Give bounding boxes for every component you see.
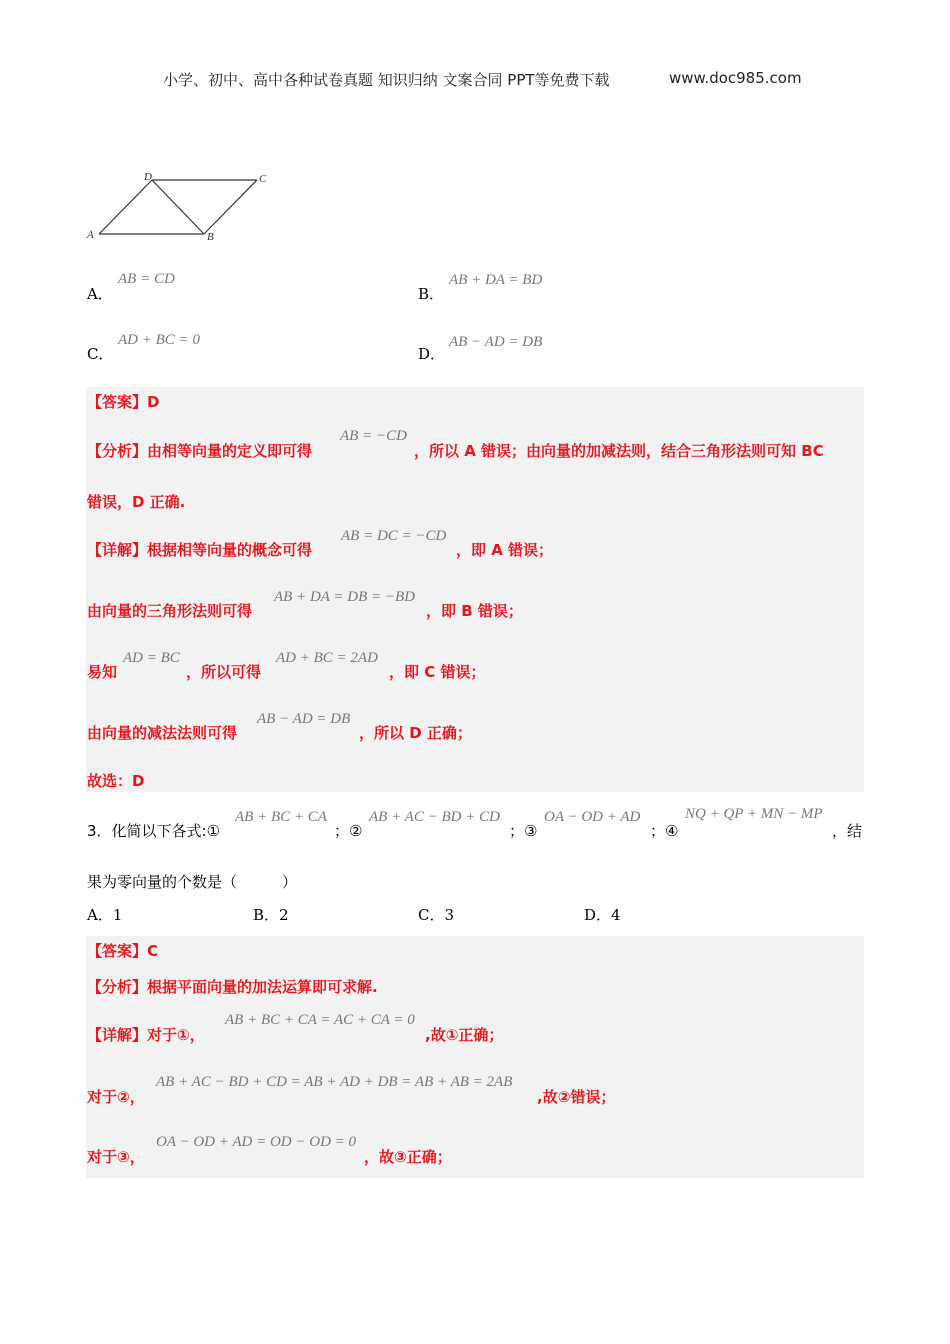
- q2-detail-line1-prefix: 【详解】根据相等向量的概念可得: [87, 541, 313, 559]
- q2-detail-line1-math: AB = DC = −CD: [341, 528, 447, 544]
- q3-detail-line1-math: AB + BC + CA = AC + CA = 0: [225, 1012, 415, 1028]
- q3-detail-line1-suffix: ,故①正确；: [425, 1026, 504, 1044]
- header-url[interactable]: www.doc985.com: [669, 69, 802, 87]
- q3-sep-3: ；③: [509, 822, 538, 840]
- q3-option-a: A．1: [87, 906, 123, 924]
- q2-analysis-line2: 错误，D 正确.: [87, 493, 186, 511]
- q2-detail-line3-mid: ，所以可得: [186, 663, 262, 681]
- q2-detail-line1-suffix: ，即 A 错误；: [456, 541, 554, 559]
- q2-detail-line3-suffix: ，即 C 错误；: [389, 663, 486, 681]
- q3-option-c: C．3: [418, 906, 455, 924]
- q3-detail-line2-math: AB + AC − BD + CD = AB + AD + DB = AB + AB = 2AB: [156, 1074, 513, 1090]
- q2-detail-line4-prefix: 由向量的减法法则可得: [87, 724, 238, 742]
- q3-expr-2: AB + AC − BD + CD: [369, 809, 500, 825]
- q2-detail-line2-suffix: ，即 B 错误；: [426, 602, 523, 620]
- q3-detail-line3-prefix: 对于③，: [87, 1148, 145, 1166]
- option-a-letter: A．: [87, 285, 113, 303]
- q3-analysis: 【分析】根据平面向量的加法运算即可求解.: [87, 978, 378, 996]
- option-c-letter: C．: [87, 345, 114, 363]
- label-b: B: [207, 231, 214, 243]
- label-c: C: [259, 173, 267, 185]
- q3-detail-line3-math: OA − OD + AD = OD − OD = 0: [156, 1134, 357, 1150]
- option-c-math: AD + BC = 0: [118, 332, 200, 348]
- q2-detail-line3-prefix: 易知: [87, 663, 118, 681]
- q2-detail-line4-suffix: ，所以 D 正确；: [359, 724, 472, 742]
- option-d-letter: D．: [418, 345, 446, 363]
- q3-option-b: B．2: [253, 906, 289, 924]
- q2-analysis-suffix: ，所以 A 错误；由向量的加减法则，结合三角形法则可知 BC: [414, 442, 824, 460]
- q3-stem-b: 果为零向量的个数是（ ）: [87, 873, 298, 891]
- q3-stem-a: 3．化简以下各式:①: [87, 822, 221, 840]
- q2-answer: 【答案】D: [87, 393, 160, 411]
- q2-analysis-prefix: 【分析】由相等向量的定义即可得: [87, 442, 313, 460]
- q3-detail-line1-prefix: 【详解】对于①，: [87, 1026, 205, 1044]
- q2-final-choice: 故选：D: [87, 772, 145, 790]
- q3-answer: 【答案】C: [87, 942, 159, 960]
- q2-detail-line4-math: AB − AD = DB: [257, 711, 351, 727]
- option-b-letter: B．: [418, 285, 445, 303]
- q2-detail-line2-prefix: 由向量的三角形法则可得: [87, 602, 253, 620]
- q3-detail-line2-suffix: ,故②错误；: [537, 1088, 616, 1106]
- q3-expr-4: NQ + QP + MN − MP: [685, 806, 823, 822]
- q3-option-d: D．4: [584, 906, 621, 924]
- option-a-math: AB = CD: [118, 271, 175, 287]
- q3-detail-line2-prefix: 对于②，: [87, 1088, 145, 1106]
- option-d-math: AB − AD = DB: [449, 334, 543, 350]
- q3-expr-3: OA − OD + AD: [544, 809, 641, 825]
- header-text: 小学、初中、高中各种试卷真题 知识归纳 文案合同 PPT等免费下载: [163, 71, 610, 89]
- option-b-math: AB + DA = BD: [449, 272, 543, 288]
- q2-detail-line2-math: AB + DA = DB = −BD: [274, 589, 416, 605]
- label-a: A: [87, 229, 94, 241]
- label-d: D: [144, 171, 152, 183]
- q3-detail-line3-suffix: ，故③正确；: [364, 1148, 452, 1166]
- q3-sep-4: ；④: [650, 822, 679, 840]
- q2-detail-line3-math1: AD = BC: [123, 650, 180, 666]
- q3-sep-2: ；②: [334, 822, 363, 840]
- q2-detail-line3-math2: AD + BC = 2AD: [276, 650, 378, 666]
- q3-expr-1: AB + BC + CA: [235, 809, 327, 825]
- parallelogram-figure: [85, 168, 275, 246]
- q3-sep-5: ，结: [832, 822, 863, 840]
- q2-analysis-math: AB = −CD: [340, 428, 407, 444]
